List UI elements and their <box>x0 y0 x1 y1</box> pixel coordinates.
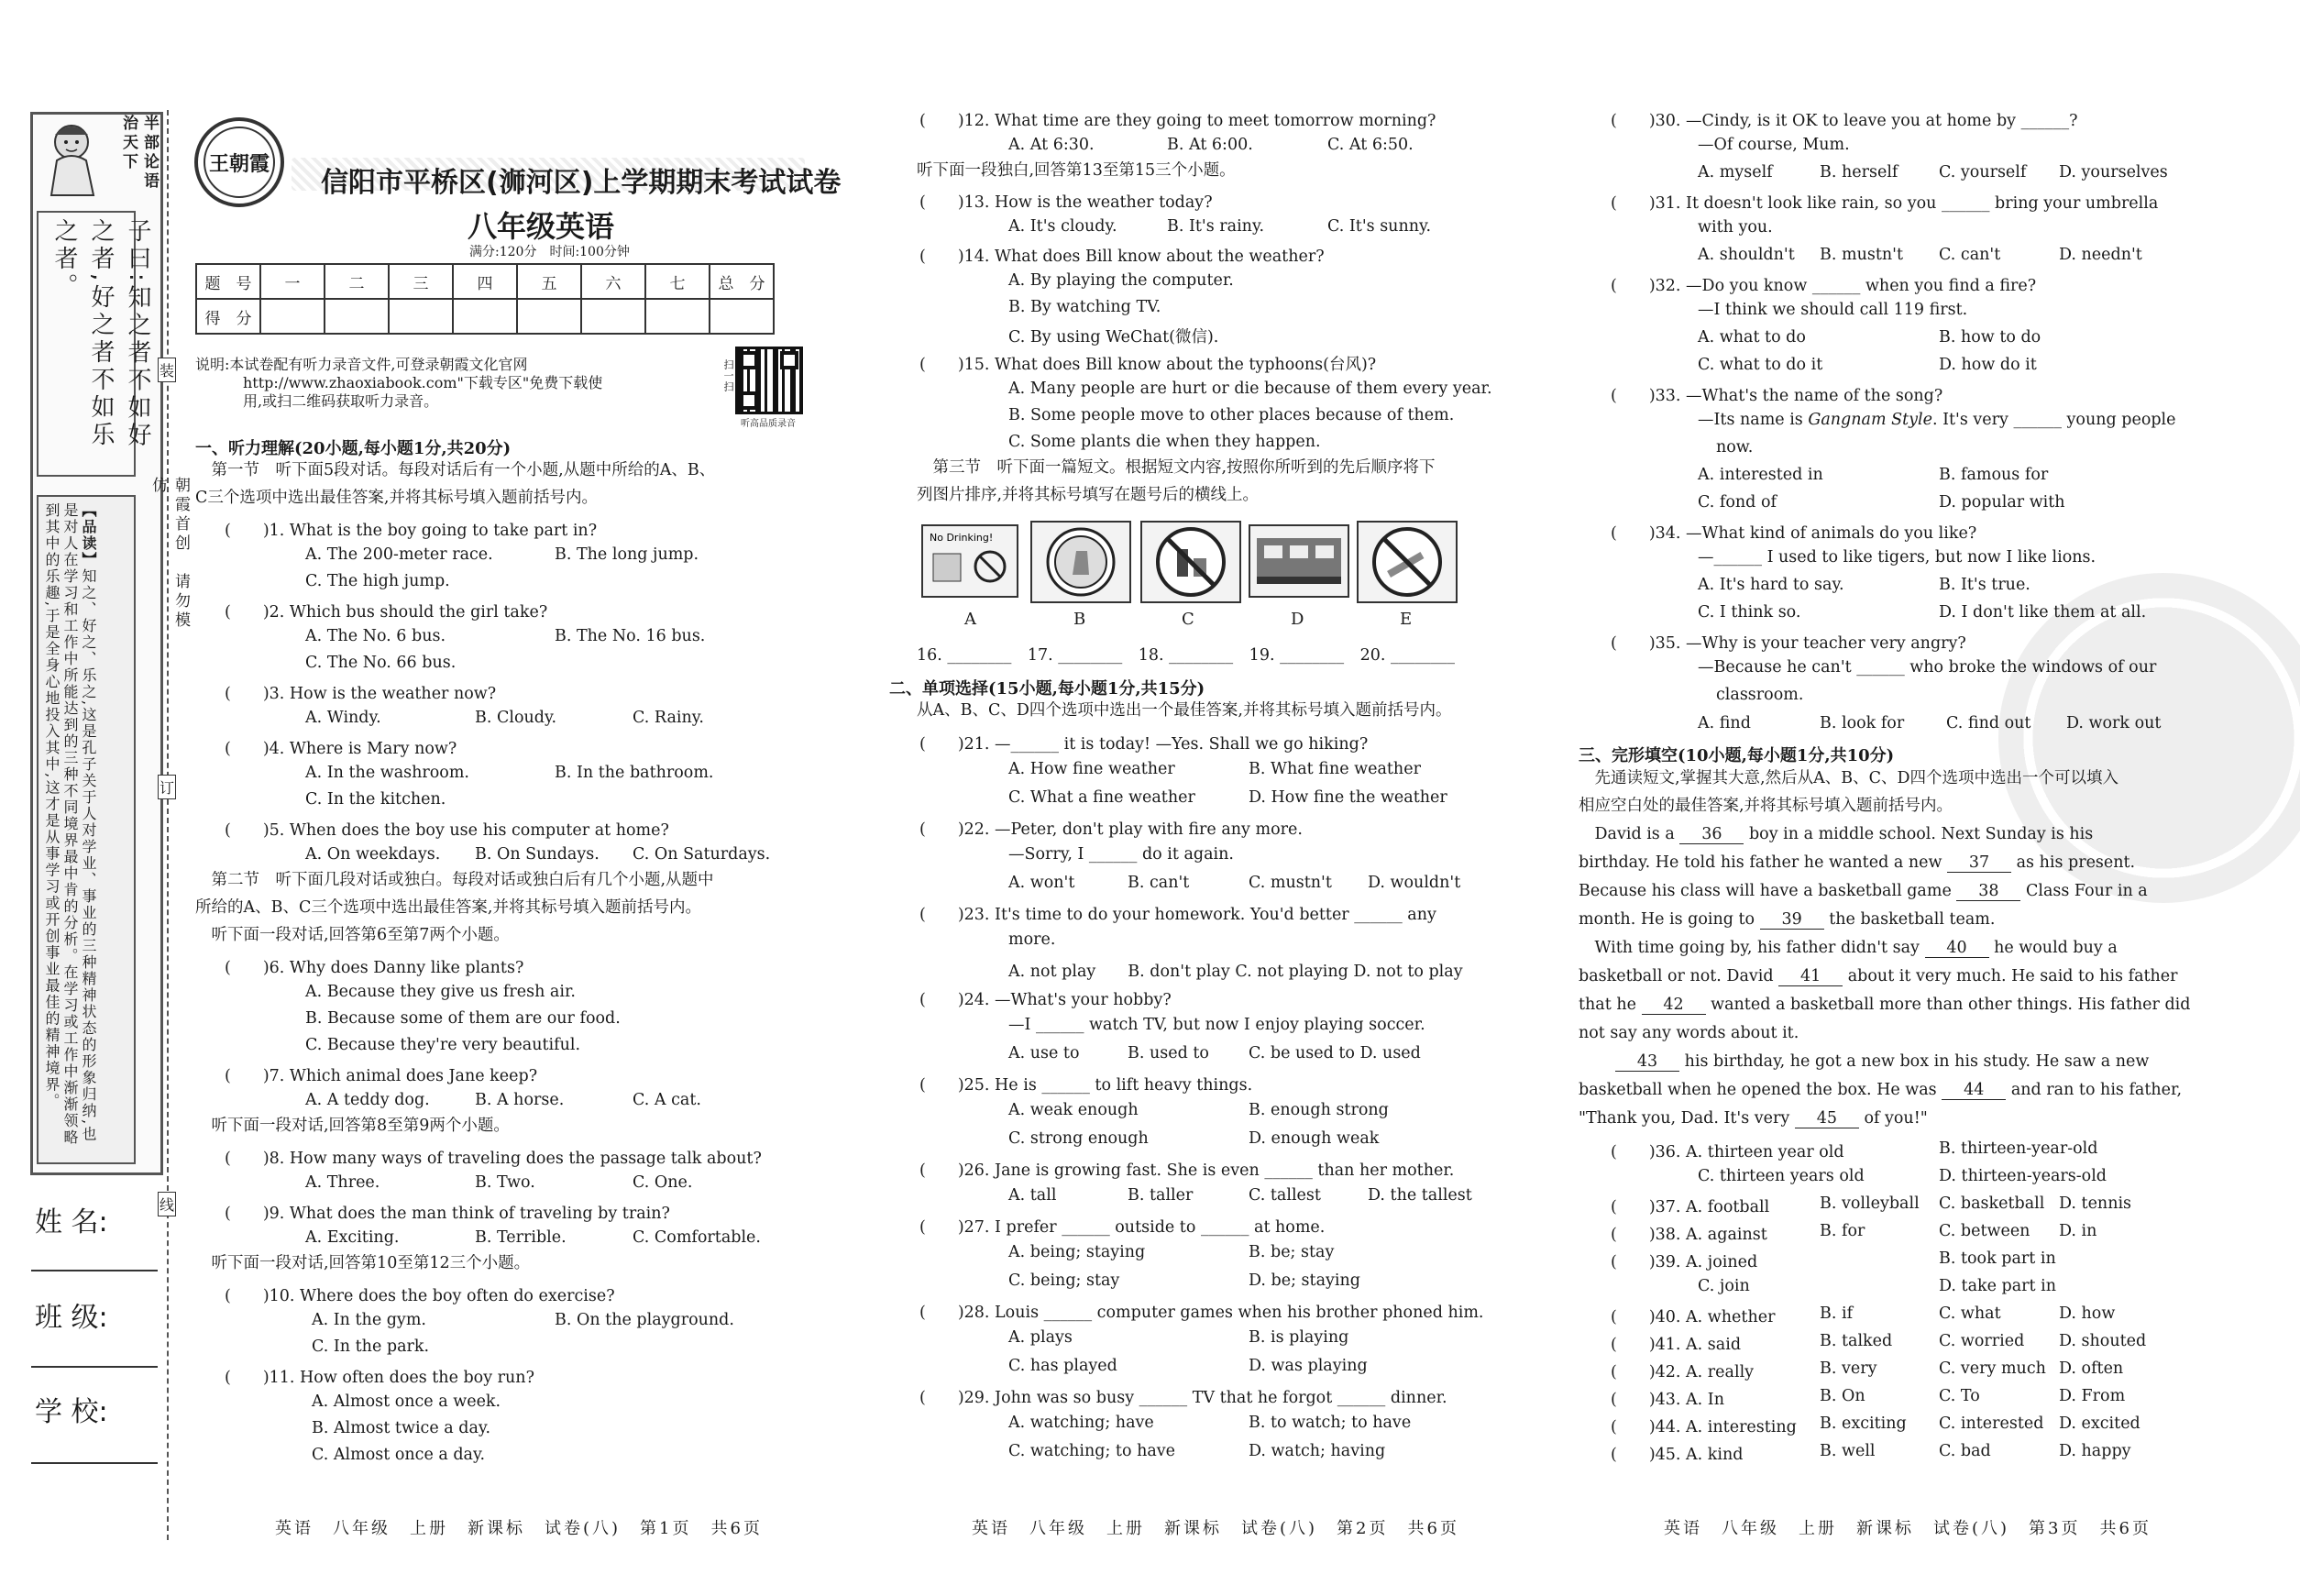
option[interactable]: B. can't <box>1128 874 1190 892</box>
option[interactable]: A. myself <box>1698 163 1773 182</box>
question-35-line3: classroom. <box>1716 686 1804 704</box>
cloze-blank-36[interactable]: 36 <box>1679 827 1744 844</box>
option[interactable]: D. From <box>2059 1387 2126 1405</box>
score-cell: 一 <box>260 264 325 299</box>
option[interactable]: D. How fine the weather <box>1249 788 1447 807</box>
cloze-blank-37[interactable]: 37 <box>1947 855 2011 873</box>
picture-c <box>1140 521 1241 603</box>
picture-label: B <box>1073 610 1086 629</box>
question-38: ( )38. A. against <box>1611 1226 1767 1244</box>
option[interactable]: B. Two. <box>475 1173 535 1192</box>
question-31-line2: with you. <box>1698 218 1773 237</box>
question-34-line2: —______ I used to like tigers, but now I like lions. <box>1698 548 2096 567</box>
option[interactable]: D. happy <box>2059 1442 2131 1460</box>
option[interactable]: B. What fine weather <box>1249 760 1421 778</box>
school-field[interactable] <box>31 1462 158 1464</box>
score-cell: 题 号 <box>196 264 260 299</box>
option[interactable]: D. how do it <box>1939 356 2037 374</box>
picture-label: C <box>1182 610 1194 629</box>
picture-label: D <box>1291 610 1304 629</box>
option[interactable]: B. to watch; to have <box>1249 1414 1412 1432</box>
option[interactable]: D. I don't like them at all. <box>1939 603 2147 622</box>
score-cell: 得 分 <box>196 299 260 334</box>
option[interactable]: C. what to do it <box>1698 356 1823 374</box>
cut-mark-3: 线 <box>158 1192 176 1216</box>
option[interactable]: C. thirteen years old <box>1698 1167 1865 1185</box>
option[interactable]: B. It's rainy. <box>1167 217 1265 236</box>
option[interactable]: A. not play B. don't play C. not playing D. not to play <box>1008 963 1463 981</box>
qr-caption: 听高品质录音 <box>741 419 796 429</box>
cloze-blank-45[interactable]: 45 <box>1795 1111 1859 1128</box>
option[interactable]: A. plays <box>1008 1328 1073 1347</box>
option[interactable]: C. fond of <box>1698 493 1777 512</box>
question-24: ( )24. —What's your hobby? <box>919 991 1172 1009</box>
option[interactable]: C. what <box>1939 1304 2001 1323</box>
intro-text: 所给的A、B、C三个选项中选出最佳答案,并将其标号填入题前括号内。 <box>195 898 701 917</box>
option[interactable]: B. volleyball <box>1820 1194 1920 1213</box>
question-8: ( )8. How many ways of traveling does the passage talk about? <box>225 1150 762 1168</box>
option[interactable]: B. how to do <box>1939 328 2041 347</box>
question-33: ( )33. —What's the name of the song? <box>1611 387 1943 405</box>
option[interactable]: C. At 6:50. <box>1327 136 1414 154</box>
option[interactable]: A. find <box>1698 714 1751 732</box>
notice-line: 说明:本试卷配有听力录音文件,可登录朝霞文化官网 <box>195 356 528 373</box>
option[interactable]: C. worried <box>1939 1332 2025 1350</box>
question-27: ( )27. I prefer ______ outside to ______ at home. <box>919 1218 1326 1237</box>
question-26: ( )26. Jane is growing fast. She is even ______ than her mother. <box>919 1161 1455 1180</box>
option[interactable]: B. On the playground. <box>555 1311 734 1329</box>
option[interactable]: D. take part in <box>1939 1277 2056 1295</box>
option[interactable]: A. won't <box>1008 874 1075 892</box>
option[interactable]: B. Terrible. <box>475 1228 567 1247</box>
option[interactable]: B. took part in <box>1939 1249 2056 1268</box>
score-cell: 三 <box>389 264 453 299</box>
passage-line: that he 42 wanted a basketball more than other things. His father did <box>1579 996 2191 1014</box>
dialog-intro: 听下面一段对话,回答第8至第9两个小题。 <box>195 1117 510 1135</box>
option[interactable]: C. To <box>1939 1387 1980 1405</box>
score-input[interactable] <box>389 299 453 334</box>
option[interactable]: B. The No. 16 bus. <box>555 627 706 645</box>
question-3: ( )3. How is the weather now? <box>225 685 497 703</box>
question-7: ( )7. Which animal does Jane keep? <box>225 1067 538 1085</box>
option[interactable]: D. in <box>2059 1222 2097 1240</box>
question-31: ( )31. It doesn't look like rain, so you ______ bring your umbrella <box>1611 194 2159 213</box>
confucius-illustration <box>35 115 116 197</box>
option[interactable]: C. being; stay <box>1008 1271 1120 1290</box>
notice-line: 用,或扫二维码获取听力录音。 <box>243 392 439 410</box>
question-10: ( )10. Where does the boy often do exercise? <box>225 1287 615 1305</box>
option[interactable]: B. The long jump. <box>555 545 699 564</box>
option[interactable]: A. It's hard to say. <box>1698 576 1844 594</box>
brand-logo <box>194 117 284 207</box>
score-input[interactable] <box>581 299 645 334</box>
option[interactable]: C. Because they're very beautiful. <box>305 1036 581 1054</box>
qr-finder <box>780 351 798 369</box>
option[interactable]: B. talked <box>1820 1332 1893 1350</box>
question-42: ( )42. A. really <box>1611 1363 1755 1381</box>
question-22-line2: —Sorry, I ______ do it again. <box>1008 845 1234 864</box>
class-field[interactable] <box>31 1366 158 1368</box>
question-33-line3: now. <box>1716 438 1754 457</box>
sidebar-quote: 子曰:知之者不如好之者,好之者不如乐之者。 <box>50 218 151 450</box>
question-25: ( )25. He is ______ to lift heavy things. <box>919 1076 1253 1095</box>
qr-side-text: 扫一扫 <box>722 359 734 392</box>
option[interactable]: B. On Sundays. <box>475 845 600 864</box>
option[interactable]: A. Because they give us fresh air. <box>305 983 576 1001</box>
sidebar-motto: 半部论语治天下 <box>119 115 159 192</box>
option[interactable]: C. join <box>1698 1277 1750 1295</box>
option[interactable]: A. A teddy dog. <box>305 1091 430 1109</box>
option[interactable]: C. be used to D. used <box>1249 1044 1421 1062</box>
question-1: ( )1. What is the boy going to take part in? <box>225 522 598 540</box>
score-input[interactable] <box>453 299 517 334</box>
q33-text-b: . It's very ______ young people <box>1931 411 2176 429</box>
score-table <box>195 263 775 335</box>
option[interactable]: A. weak enough <box>1008 1101 1139 1119</box>
dialog-intro: 听下面一段对话,回答第10至第12三个小题。 <box>195 1254 531 1272</box>
dialog-intro: 听下面一段对话,回答第6至第7两个小题。 <box>195 926 510 944</box>
option[interactable]: A. In the washroom. <box>305 764 469 782</box>
option[interactable]: B. On <box>1820 1387 1865 1405</box>
intro-text: 相应空白处的最佳答案,并将其标号填入题前括号内。 <box>1579 797 1953 815</box>
option[interactable]: A. use to <box>1008 1044 1080 1062</box>
option[interactable]: C. can't <box>1939 246 2001 264</box>
intro-text: 先通读短文,掌握其大意,然后从A、B、C、D四个选项中选出一个可以填入 <box>1579 769 2119 787</box>
option[interactable]: C. By using WeChat(微信). <box>1008 328 1219 347</box>
option[interactable]: B. taller <box>1128 1186 1194 1205</box>
option[interactable]: D. tennis <box>2059 1194 2132 1213</box>
vertical-note: 朝霞首创 请勿模仿 <box>149 477 190 631</box>
score-input[interactable] <box>645 299 710 334</box>
question-24-line2: —I ______ watch TV, but now I enjoy playing soccer. <box>1008 1016 1425 1034</box>
option[interactable]: C. Almost once a day. <box>312 1446 486 1464</box>
option[interactable]: C. bad <box>1939 1442 1991 1460</box>
option[interactable]: C. mustn't <box>1249 874 1332 892</box>
option[interactable]: C. The high jump. <box>305 572 450 590</box>
class-label: 班 级: <box>35 1302 108 1334</box>
option[interactable]: A. Many people are hurt or die because of them every year. <box>1008 380 1492 398</box>
cloze-blank-43[interactable]: 43 <box>1615 1054 1679 1072</box>
question-22: ( )22. —Peter, don't play with fire any more. <box>919 820 1303 839</box>
passage-line: 43 his birthday, he got a new box in his study. He saw a new <box>1615 1054 2149 1072</box>
question-35: ( )35. —Why is your teacher very angry? <box>1611 634 1966 653</box>
option[interactable]: C. between <box>1939 1222 2030 1240</box>
page-footer: 英语 八年级 上册 新课标 试卷(八) 第3页 共6页 <box>1664 1519 2151 1538</box>
option[interactable]: C. On Saturdays. <box>633 845 771 864</box>
cloze-blank-38[interactable]: 38 <box>1956 884 2020 901</box>
option[interactable]: D. shouted <box>2059 1332 2147 1350</box>
passage-line: month. He is going to 39 the basketball team. <box>1579 910 1996 929</box>
question-23-line2: more. <box>1008 930 1056 949</box>
option[interactable]: B. enough strong <box>1249 1101 1389 1119</box>
option[interactable]: D. popular with <box>1939 493 2065 512</box>
question-36: ( )36. A. thirteen year old <box>1611 1143 1844 1161</box>
question-12: ( )12. What time are they going to meet tomorrow morning? <box>919 112 1436 130</box>
option[interactable]: B. well <box>1820 1442 1876 1460</box>
cloze-blank-41[interactable]: 41 <box>1778 969 1843 986</box>
option[interactable]: C. very much <box>1939 1359 2046 1378</box>
option[interactable]: B. In the bathroom. <box>555 764 714 782</box>
option[interactable]: D. was playing <box>1249 1357 1368 1375</box>
page-footer: 英语 八年级 上册 新课标 试卷(八) 第1页 共6页 <box>275 1519 763 1538</box>
option[interactable]: B. if <box>1820 1304 1854 1323</box>
option[interactable]: C. Rainy. <box>633 709 704 727</box>
option[interactable]: B. famous for <box>1939 466 2049 484</box>
left-sidebar <box>0 0 190 1596</box>
question-9: ( )9. What does the man think of traveling by train? <box>225 1205 670 1223</box>
picture-a <box>921 524 1018 598</box>
name-field[interactable] <box>31 1270 158 1271</box>
picture-label: E <box>1400 610 1413 629</box>
question-13: ( )13. How is the weather today? <box>919 193 1213 212</box>
question-30-line2: —Of course, Mum. <box>1698 136 1850 154</box>
option[interactable]: A. interested in <box>1698 466 1823 484</box>
option[interactable]: D. needn't <box>2059 246 2142 264</box>
option[interactable]: B. thirteen-year-old <box>1939 1139 2098 1158</box>
option[interactable]: C. In the park. <box>312 1337 430 1356</box>
logo-text: 王朝霞 <box>208 151 270 176</box>
option[interactable]: A. It's cloudy. <box>1008 217 1117 236</box>
question-34: ( )34. —What kind of animals do you like? <box>1611 524 1977 543</box>
option[interactable]: B. It's true. <box>1939 576 2030 594</box>
option[interactable]: A. The No. 6 bus. <box>305 627 446 645</box>
option[interactable]: C. One. <box>633 1173 693 1192</box>
option[interactable]: B. Cloudy. <box>475 709 557 727</box>
option[interactable]: C. strong enough <box>1008 1129 1149 1148</box>
cut-mark-1: 装 <box>158 358 176 382</box>
question-45: ( )45. A. kind <box>1611 1446 1744 1464</box>
answer-blanks-16-20[interactable]: 16. ________ 17. ________ 18. ________ 19. ________ 20. ________ <box>917 646 1455 665</box>
question-11: ( )11. How often does the boy run? <box>225 1369 534 1387</box>
score-input[interactable] <box>517 299 581 334</box>
option[interactable]: A. By playing the computer. <box>1008 271 1234 290</box>
page-footer: 英语 八年级 上册 新课标 试卷(八) 第2页 共6页 <box>972 1519 1459 1538</box>
school-label: 学 校: <box>35 1396 108 1428</box>
score-input[interactable] <box>710 299 774 334</box>
reading-title: 【品读】 <box>80 502 97 568</box>
option[interactable]: B. look for <box>1820 714 1905 732</box>
option[interactable]: C. The No. 66 bus. <box>305 654 457 672</box>
section1-title: 一、听力理解(20小题,每小题1分,共20分) <box>195 439 512 458</box>
question-14: ( )14. What does Bill know about the weather? <box>919 248 1325 266</box>
option[interactable]: A. Exciting. <box>305 1228 400 1247</box>
option[interactable]: B. By watching TV. <box>1008 298 1161 316</box>
cloze-blank-44[interactable]: 44 <box>1942 1083 2006 1100</box>
option[interactable]: B. very <box>1820 1359 1877 1378</box>
option[interactable]: A. shouldn't <box>1698 246 1795 264</box>
qr-finder <box>740 391 758 410</box>
question-40: ( )40. A. whether <box>1611 1308 1776 1326</box>
cloze-blank-40[interactable]: 40 <box>1925 941 1989 958</box>
score-input[interactable] <box>325 299 389 334</box>
question-37: ( )37. A. football <box>1611 1198 1770 1216</box>
exam-title: 信阳市平桥区(浉河区)上学期期末考试试卷 <box>321 167 842 199</box>
question-23: ( )23. It's time to do your homework. You'd better ______ any <box>919 906 1436 924</box>
score-cell: 六 <box>581 264 645 299</box>
cut-mark-2: 订 <box>158 775 176 799</box>
question-35-line2: —Because he can't ______ who broke the windows of our <box>1698 658 2157 677</box>
option[interactable]: A. Three. <box>305 1173 380 1192</box>
option[interactable]: B. At 6:00. <box>1167 136 1253 154</box>
option[interactable]: C. Comfortable. <box>633 1228 761 1247</box>
score-input[interactable] <box>260 299 325 334</box>
option[interactable]: B. A horse. <box>475 1091 565 1109</box>
passage-line: not say any words about it. <box>1579 1024 1799 1042</box>
score-cell: 七 <box>645 264 710 299</box>
option[interactable]: C. I think so. <box>1698 603 1801 622</box>
option[interactable]: D. the tallest <box>1368 1186 1472 1205</box>
name-label: 姓 名: <box>35 1206 108 1238</box>
option[interactable]: A. tall <box>1008 1186 1057 1205</box>
score-cell: 五 <box>517 264 581 299</box>
q33-song-title: Gangnam Style <box>1808 411 1932 429</box>
option[interactable]: A. Almost once a week. <box>312 1392 501 1411</box>
question-32: ( )32. —Do you know ______ when you find a fire? <box>1611 277 2037 295</box>
option[interactable]: B. used to <box>1128 1044 1209 1062</box>
option[interactable]: D. yourselves <box>2059 163 2168 182</box>
option[interactable]: A. At 6:30. <box>1008 136 1095 154</box>
sidebar-reading <box>42 502 97 1158</box>
option[interactable]: B. Because some of them are our food. <box>305 1009 621 1028</box>
passage-line: With time going by, his father didn't say 40 he would buy a <box>1579 939 2118 957</box>
option[interactable]: C. has played <box>1008 1357 1117 1375</box>
option[interactable]: C. find out <box>1946 714 2031 732</box>
qr-code[interactable] <box>735 347 803 414</box>
question-30: ( )30. —Cindy, is it OK to leave you at home by ______? <box>1611 112 2078 130</box>
intro-text: 第二节 听下面几段对话或独白。每段对话或独白后有几个小题,从题中 <box>195 871 714 889</box>
picture-label: A <box>964 610 976 629</box>
picture-a-text: No Drinking! <box>930 532 994 544</box>
score-cell: 总 分 <box>710 264 774 299</box>
question-15: ( )15. What does Bill know about the typhoons(台风)? <box>919 356 1377 374</box>
option[interactable]: D. be; staying <box>1249 1271 1360 1290</box>
option[interactable]: C. watching; to have <box>1008 1442 1176 1460</box>
option[interactable]: B. Almost twice a day. <box>312 1419 491 1437</box>
question-5: ( )5. When does the boy use his computer at home? <box>225 821 669 840</box>
dialog-intro: 听下面一段独白,回答第13至第15三个小题。 <box>917 161 1236 180</box>
option[interactable]: B. Some people move to other places because of them. <box>1008 406 1455 424</box>
option[interactable]: D. often <box>2059 1359 2124 1378</box>
option[interactable]: B. exciting <box>1820 1414 1907 1433</box>
question-33-line2 <box>1698 411 2176 429</box>
picture-b <box>1030 521 1131 603</box>
notice-line: http://www.zhaoxiabook.com"下载专区"免费下载使 <box>243 374 603 391</box>
option[interactable]: C. yourself <box>1939 163 2027 182</box>
passage-line: basketball or not. David 41 about it very much. He said to his father <box>1579 967 2178 985</box>
option[interactable]: D. wouldn't <box>1368 874 1461 892</box>
question-29: ( )29. John was so busy ______ TV that he forgot ______ dinner. <box>919 1389 1447 1407</box>
option[interactable]: A. Windy. <box>305 709 381 727</box>
intro-text: 第三节 听下面一篇短文。根据短文内容,按照你所听到的先后顺序将下 <box>917 458 1436 477</box>
option[interactable]: A. In the gym. <box>312 1311 426 1329</box>
intro-text: 列图片排序,并将其标号填写在题号后的横线上。 <box>917 486 1260 504</box>
question-39: ( )39. A. joined <box>1611 1253 1758 1271</box>
option[interactable]: A. On weekdays. <box>305 845 441 864</box>
exam-meta: 满分:120分 时间:100分钟 <box>469 245 630 259</box>
cut-line <box>167 110 169 1540</box>
option[interactable]: B. for <box>1820 1222 1865 1240</box>
intro-text: 从A、B、C、D四个选项中选出一个最佳答案,并将其标号填入题前括号内。 <box>917 701 1452 720</box>
option[interactable]: C. tallest <box>1249 1186 1321 1205</box>
option[interactable]: C. In the kitchen. <box>305 790 446 809</box>
option[interactable]: C. interested <box>1939 1414 2044 1433</box>
score-table-row <box>196 299 774 334</box>
option[interactable]: A. being; staying <box>1008 1243 1146 1261</box>
option[interactable]: D. watch; having <box>1249 1442 1386 1460</box>
question-43: ( )43. A. In <box>1611 1391 1724 1409</box>
question-32-line2: —I think we should call 119 first. <box>1698 301 1968 319</box>
question-28: ( )28. Louis ______ computer games when his brother phoned him. <box>919 1304 1484 1322</box>
option[interactable]: D. thirteen-years-old <box>1939 1167 2107 1185</box>
cloze-blank-39[interactable]: 39 <box>1760 912 1824 930</box>
option[interactable]: A. The 200-meter race. <box>305 545 493 564</box>
exam-subtitle: 八年级英语 <box>468 209 615 244</box>
option[interactable]: C. What a fine weather <box>1008 788 1195 807</box>
score-cell: 四 <box>453 264 517 299</box>
passage-line: basketball when he opened the box. He was 44 and ran to his father, <box>1579 1081 2183 1099</box>
option[interactable]: B. herself <box>1820 163 1898 182</box>
logo-inner-ring <box>204 127 275 198</box>
option[interactable]: A. watching; have <box>1008 1414 1154 1432</box>
question-41: ( )41. A. said <box>1611 1336 1742 1354</box>
question-6: ( )6. Why does Danny like plants? <box>225 959 524 977</box>
option[interactable]: D. how <box>2059 1304 2116 1323</box>
score-cell: 二 <box>325 264 389 299</box>
intro-text: C三个选项中选出最佳答案,并将其标号填入题前括号内。 <box>195 489 598 507</box>
intro-text: 第一节 听下面5段对话。每段对话后有一个小题,从题中所给的A、B、 <box>195 461 716 479</box>
picture-d <box>1249 524 1349 598</box>
option[interactable]: C. A cat. <box>633 1091 701 1109</box>
qr-finder <box>740 351 758 369</box>
option[interactable]: C. Some plants die when they happen. <box>1008 433 1321 451</box>
section3-title: 三、完形填空(10小题,每小题1分,共10分) <box>1579 746 1895 765</box>
option[interactable]: A. what to do <box>1698 328 1806 347</box>
option[interactable]: B. be; stay <box>1249 1243 1335 1261</box>
question-4: ( )4. Where is Mary now? <box>225 740 457 758</box>
question-44: ( )44. A. interesting <box>1611 1418 1797 1436</box>
q33-text-a: —Its name is <box>1698 411 1803 429</box>
option[interactable]: B. is playing <box>1249 1328 1349 1347</box>
option[interactable]: C. It's sunny. <box>1327 217 1432 236</box>
option[interactable]: B. mustn't <box>1820 246 1903 264</box>
reading-text: 知之、好之、乐之,这是孔子关于人对学业、事业的三种精神状态的形象归纳,也是对人在学习和工作中所能达到的三种不同境界最中肯的分析。在学习或工作中渐渐领略到其中的乐趣,于是全身心地投入其中,这才是从事学习或开创事业最佳的精神境界。 <box>43 502 97 1146</box>
option[interactable]: A. How fine weather <box>1008 760 1175 778</box>
option[interactable]: D. excited <box>2059 1414 2140 1433</box>
picture-e <box>1357 521 1458 603</box>
option[interactable]: D. work out <box>2066 714 2162 732</box>
passage-line: birthday. He told his father he wanted a new 37 as his present. <box>1579 853 2136 872</box>
option[interactable]: C. basketball <box>1939 1194 2045 1213</box>
section2-title: 二、单项选择(15小题,每小题1分,共15分) <box>889 679 1205 699</box>
question-2: ( )2. Which bus should the girl take? <box>225 603 548 622</box>
option[interactable]: D. enough weak <box>1249 1129 1380 1148</box>
cloze-blank-42[interactable]: 42 <box>1642 997 1706 1015</box>
score-table-row <box>196 264 774 299</box>
passage-line: David is a 36 boy in a middle school. Next Sunday is his <box>1579 825 2094 843</box>
passage-line: "Thank you, Dad. It's very 45 of you!" <box>1579 1109 1928 1128</box>
passage-line: Because his class will have a basketball game 38 Class Four in a <box>1579 882 2148 900</box>
question-21: ( )21. —______ it is today! —Yes. Shall we go hiking? <box>919 735 1369 754</box>
